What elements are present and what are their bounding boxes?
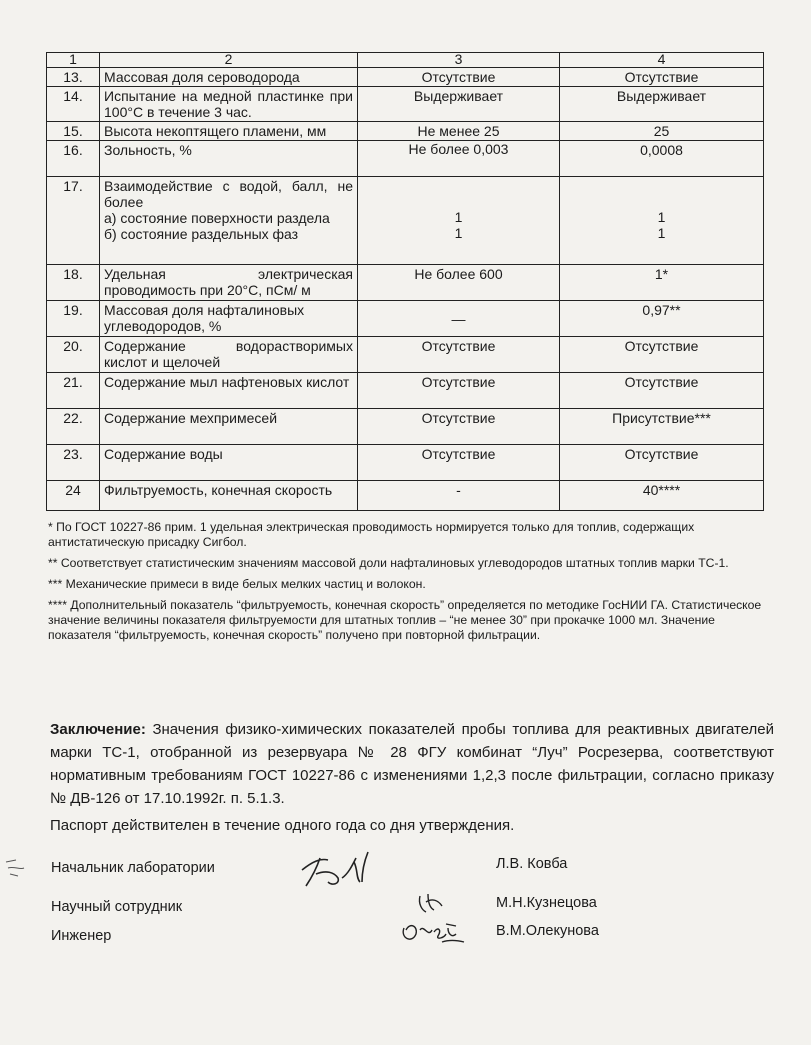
row-result: Отсутствие <box>560 68 764 87</box>
row-description: Содержание мехпримесей <box>100 409 358 445</box>
row-number: 24 <box>47 481 100 511</box>
scan-artifact-mark <box>4 858 30 880</box>
row-number: 15. <box>47 122 100 141</box>
row-number: 23. <box>47 445 100 481</box>
row-number: 18. <box>47 265 100 301</box>
row-description: Фильтруемость, конечная скорость <box>100 481 358 511</box>
row-norm: Не более 0,003 <box>358 141 560 177</box>
signature-name: В.М.Олекунова <box>496 923 599 939</box>
row-norm: - <box>358 481 560 511</box>
table-row <box>47 301 764 337</box>
footnote-4: **** Дополнительный показатель “фильтруемость, конечная скорость” определяется по методике ГосНИИ ГА. Статистическое значение величины показателя фильтруемости для штатных топлив – “не менее 30” при прокачке 1000 мл. Значение показателя “фильтруемость, конечная скорость” получено при повторной фильтрации. <box>48 598 762 642</box>
signature-name: М.Н.Кузнецова <box>496 895 597 911</box>
row-result: Отсутствие <box>560 373 764 409</box>
row-norm: Отсутствие <box>358 373 560 409</box>
row-number: 20. <box>47 337 100 373</box>
row-norm: — <box>358 301 560 337</box>
conclusion-text: Значения физико-химических показателей пробы топлива для реактивных двигателей марки ТС-1, отобранной из резервуара № 28 ФГУ комбинат “Луч” Росрезерва, соответствуют нормативным требованиям ГОСТ 10227-86 с изменениями 1,2,3 после фильтрации, согласно приказу № ДВ-126 от 17.10.1992г. п. 5.1.3. <box>50 721 774 807</box>
row-description: Зольность, % <box>100 141 358 177</box>
row-number: 13. <box>47 68 100 87</box>
row-norm: Не более 600 <box>358 265 560 301</box>
footnote-3: *** Механические примеси в виде белых мелких частиц и волокон. <box>48 577 426 591</box>
header-cell: 4 <box>560 53 764 68</box>
signature-role: Научный сотрудник <box>51 899 183 915</box>
table-row <box>47 68 764 87</box>
row-description-a: а) состояние поверхности раздела <box>104 210 330 226</box>
table-row <box>47 177 764 265</box>
header-cell: 3 <box>358 53 560 68</box>
row-description: Удельная электрическая проводимость при 20°С, пСм/ м <box>100 265 358 301</box>
conclusion-label: Заключение: <box>50 721 146 738</box>
table-row <box>47 409 764 445</box>
header-cell: 2 <box>100 53 358 68</box>
row-description: Массовая доля нафталиновых углеводородов, % <box>100 301 358 337</box>
header-cell: 1 <box>47 53 100 68</box>
validity-statement: Паспорт действителен в течение одного года со дня утверждения. <box>50 817 515 834</box>
table-header-row <box>47 53 764 68</box>
row-result: Отсутствие <box>560 337 764 373</box>
row-norm: Отсутствие <box>358 337 560 373</box>
row-number: 16. <box>47 141 100 177</box>
row-norm: Выдерживает <box>358 87 560 122</box>
norm-value-a: 1 <box>454 209 463 225</box>
row-description: Содержание водорастворимых кислот и щелочей <box>100 337 358 373</box>
handwritten-signature <box>398 890 470 950</box>
signature-role: Начальник лаборатории <box>51 860 215 876</box>
handwritten-signature <box>298 848 394 890</box>
row-number: 17. <box>47 177 100 265</box>
table-row <box>47 122 764 141</box>
row-norm: Отсутствие <box>358 68 560 87</box>
table-row <box>47 481 764 511</box>
row-result: 0,97** <box>560 301 764 337</box>
conclusion <box>50 718 774 810</box>
table-row <box>47 337 764 373</box>
result-value-b: 1 <box>657 225 666 241</box>
row-number: 19. <box>47 301 100 337</box>
norm-value-b: 1 <box>454 225 463 241</box>
result-value-a: 1 <box>657 209 666 225</box>
row-norm: Не менее 25 <box>358 122 560 141</box>
row-result: Выдерживает <box>560 87 764 122</box>
row-number: 22. <box>47 409 100 445</box>
row-description-main: Взаимодействие с водой, балл, не более <box>104 178 353 210</box>
row-norm: Отсутствие <box>358 409 560 445</box>
row-number: 14. <box>47 87 100 122</box>
table-row <box>47 265 764 301</box>
table-row <box>47 87 764 122</box>
row-result: 25 <box>560 122 764 141</box>
row-description: Содержание воды <box>100 445 358 481</box>
footnote-1: * По ГОСТ 10227-86 прим. 1 удельная электрическая проводимость нормируется только для топлив, содержащих антистатическую присадку Сигбол. <box>48 520 695 549</box>
row-result: 40**** <box>560 481 764 511</box>
row-description-b: б) состояние раздельных фаз <box>104 226 299 242</box>
signature-name: Л.В. Ковба <box>496 856 568 872</box>
row-result: 0,0008 <box>560 141 764 177</box>
row-number: 21. <box>47 373 100 409</box>
row-description: Содержание мыл нафтеновых кислот <box>100 373 358 409</box>
table-row <box>47 141 764 177</box>
footnotes <box>48 520 770 649</box>
row-result: 1* <box>560 265 764 301</box>
row-result: Присутствие*** <box>560 409 764 445</box>
results-table <box>46 52 764 511</box>
row-description: Массовая доля сероводорода <box>100 68 358 87</box>
footnote-2: ** Соответствует статистическим значениям массовой доли нафталиновых углеводородов штатных топлив марки ТС-1. <box>48 556 729 570</box>
row-result: Отсутствие <box>560 445 764 481</box>
table-row <box>47 445 764 481</box>
row-description: Испытание на медной пластинке при 100°С в течение 3 час. <box>100 87 358 122</box>
row-result <box>560 177 764 265</box>
row-norm <box>358 177 560 265</box>
table-row <box>47 373 764 409</box>
row-norm: Отсутствие <box>358 445 560 481</box>
row-description: Высота некоптящего пламени, мм <box>100 122 358 141</box>
row-description <box>100 177 358 265</box>
signature-role: Инженер <box>51 928 112 944</box>
